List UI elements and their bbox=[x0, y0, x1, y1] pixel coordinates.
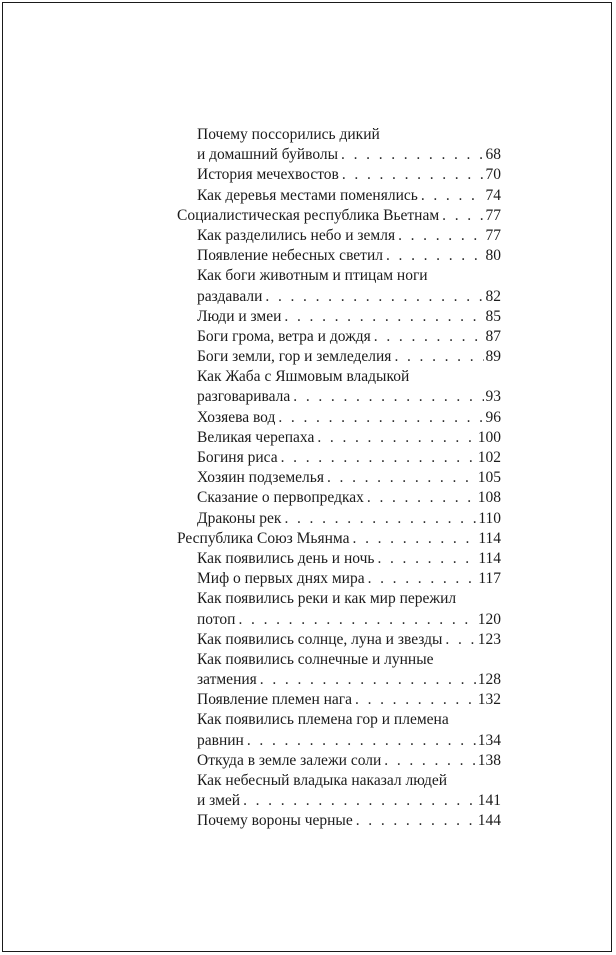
toc-page-number: 96 bbox=[485, 408, 501, 426]
toc-entry bbox=[197, 569, 501, 589]
toc-entry bbox=[197, 387, 501, 407]
dot-leader bbox=[377, 549, 476, 569]
toc-entry-title: Хозяин подземелья bbox=[197, 469, 324, 487]
dot-leader bbox=[317, 428, 475, 448]
toc-entry-title: История мечехвостов bbox=[197, 166, 339, 184]
dot-leader bbox=[374, 327, 484, 347]
toc-entry bbox=[197, 791, 501, 811]
toc-entry-title-line bbox=[197, 650, 501, 670]
dot-leader bbox=[260, 670, 476, 690]
toc-page-number: 134 bbox=[477, 731, 501, 749]
toc-page-number: 82 bbox=[485, 287, 501, 305]
toc-page-number: 77 bbox=[485, 226, 501, 244]
toc-entry-title-line bbox=[197, 125, 501, 145]
toc-entry-title-text: Как небесный владыка наказал людей bbox=[197, 772, 448, 789]
toc-page-number: 123 bbox=[477, 630, 501, 648]
dot-leader bbox=[367, 488, 476, 508]
toc-entry-title: Почему вороны черные bbox=[197, 812, 353, 830]
toc-entry-title: Как деревья местами поменялись bbox=[197, 186, 418, 204]
toc-entry-title: и змей bbox=[197, 792, 241, 810]
toc-page-number: 138 bbox=[477, 751, 501, 769]
toc-page-number: 141 bbox=[477, 792, 501, 810]
toc-entry-title-line bbox=[197, 771, 501, 791]
toc-entry bbox=[197, 226, 501, 246]
toc-page-number: 110 bbox=[478, 509, 501, 527]
toc-page-number: 114 bbox=[478, 529, 501, 547]
toc-page-number: 105 bbox=[477, 469, 501, 487]
toc-page-number: 117 bbox=[478, 570, 501, 588]
dot-leader bbox=[342, 165, 484, 185]
toc-entry bbox=[197, 690, 501, 710]
toc-entry-title: Богиня риса bbox=[197, 449, 278, 466]
toc-entry-title: Как разделились небо и земля bbox=[197, 226, 396, 244]
toc-entry-title: Республика Союз Мьянма bbox=[177, 529, 350, 547]
toc-entry-title: равнин bbox=[197, 731, 244, 749]
toc-entry-title: Боги грома, ветра и дождя bbox=[197, 327, 371, 345]
toc-page-number: 80 bbox=[485, 247, 501, 265]
toc-page-number: 85 bbox=[485, 307, 501, 325]
toc-page-number: 120 bbox=[477, 610, 501, 628]
toc-section-entry bbox=[177, 529, 501, 549]
toc-entry-title: Как появились солнце, луна и звезды bbox=[197, 630, 443, 648]
dot-leader bbox=[247, 731, 476, 751]
dot-leader bbox=[265, 287, 483, 307]
dot-leader bbox=[445, 630, 475, 650]
toc-page-number: 77 bbox=[485, 206, 501, 224]
toc-entry-title: Миф о первых днях мира bbox=[197, 570, 365, 588]
toc-entry bbox=[197, 630, 501, 650]
dot-leader bbox=[293, 387, 483, 407]
toc-page-number: 87 bbox=[485, 327, 501, 345]
toc-entry bbox=[197, 509, 501, 529]
toc-entry-title: Драконы рек bbox=[197, 509, 282, 527]
toc-entry-title-text: Почему поссорились дикий bbox=[197, 126, 380, 143]
toc-entry bbox=[197, 287, 501, 307]
toc-entry bbox=[197, 307, 501, 327]
toc-entry bbox=[197, 731, 501, 751]
toc-entry-title: Как появились день и ночь bbox=[197, 549, 375, 567]
toc-entry-title-line bbox=[197, 367, 501, 387]
toc-entry bbox=[197, 670, 501, 690]
dot-leader bbox=[327, 468, 476, 488]
toc-entry-title: раздавали bbox=[197, 287, 263, 305]
toc-entry-title: Люди и змеи bbox=[197, 307, 282, 325]
toc-section-entry bbox=[177, 206, 501, 226]
dot-leader bbox=[386, 246, 484, 266]
dot-leader bbox=[442, 206, 483, 226]
toc-entry-title: Социалистическая республика Вьетнам bbox=[177, 206, 440, 224]
toc-entry-title: Появление небесных светил bbox=[197, 247, 383, 265]
toc-entry-title: и домашний буйволы bbox=[197, 146, 339, 164]
toc-entry-title-line bbox=[197, 710, 501, 730]
toc-page-number: 108 bbox=[477, 489, 501, 507]
toc-page-number: 89 bbox=[485, 348, 501, 366]
toc-entry-title-text: Как появились реки и как мир пережил bbox=[197, 590, 457, 608]
dot-leader bbox=[353, 529, 477, 549]
dot-leader bbox=[341, 145, 483, 165]
toc-page-number: 93 bbox=[485, 388, 501, 406]
toc-entry-title: Великая черепаха bbox=[197, 428, 315, 446]
toc-entry bbox=[197, 549, 501, 569]
toc-entry bbox=[197, 145, 501, 165]
toc-entry-title-text: Как боги животным и птицам ноги bbox=[197, 267, 428, 285]
toc-entry-title-text: Как Жаба с Яшмовым владыкой bbox=[197, 368, 410, 386]
toc-page-number: 128 bbox=[477, 671, 501, 689]
toc-entry-title: разговаривала bbox=[197, 388, 291, 406]
toc-entry-title: Хозяева вод bbox=[197, 408, 276, 426]
toc-entry bbox=[197, 488, 501, 508]
dot-leader bbox=[238, 610, 475, 630]
dot-leader bbox=[421, 186, 484, 206]
toc-entry bbox=[197, 246, 501, 266]
toc-entry-title: Откуда в земле залежи соли bbox=[197, 751, 382, 769]
toc-page-number: 144 bbox=[477, 812, 501, 830]
toc-entry bbox=[197, 428, 501, 448]
toc-entry-title-text: Как появились племена гор и племена bbox=[197, 711, 449, 729]
toc-page-number: 114 bbox=[478, 549, 501, 567]
dot-leader bbox=[394, 347, 483, 367]
toc-entry-title: потоп bbox=[197, 610, 236, 628]
toc-entry-title: Появление племен нага bbox=[197, 691, 353, 709]
dot-leader bbox=[384, 751, 475, 771]
dot-leader bbox=[284, 307, 483, 327]
toc-page-number: 74 bbox=[485, 186, 501, 204]
toc-entry bbox=[197, 186, 501, 206]
toc-entry-title-line bbox=[197, 266, 501, 286]
table-of-contents bbox=[177, 125, 501, 832]
toc-entry bbox=[197, 408, 501, 428]
toc-entry-title: Сказание о первопредках bbox=[197, 489, 364, 507]
toc-entry bbox=[197, 327, 501, 347]
toc-page-number: 100 bbox=[477, 428, 501, 446]
toc-entry bbox=[197, 610, 501, 630]
dot-leader bbox=[368, 569, 477, 589]
dot-leader bbox=[278, 408, 483, 428]
dot-leader bbox=[356, 811, 476, 831]
toc-entry bbox=[197, 468, 501, 488]
dot-leader bbox=[243, 791, 476, 811]
toc-page-number: 132 bbox=[477, 691, 501, 709]
toc-entry bbox=[197, 811, 501, 831]
toc-page-number: 102 bbox=[477, 449, 501, 466]
toc-entry-title: Боги земли, гор и земледелия bbox=[197, 348, 392, 366]
dot-leader bbox=[355, 690, 476, 710]
toc-entry bbox=[197, 751, 501, 771]
page-frame bbox=[2, 2, 612, 952]
dot-leader bbox=[398, 226, 483, 246]
dot-leader bbox=[281, 448, 476, 468]
toc-entry-title: затмения bbox=[197, 671, 257, 689]
toc-page-number: 70 bbox=[485, 166, 501, 184]
toc-entry bbox=[197, 448, 501, 468]
toc-entry bbox=[197, 347, 501, 367]
dot-leader bbox=[284, 509, 476, 529]
toc-entry bbox=[197, 165, 501, 185]
toc-entry-title-line bbox=[197, 589, 501, 609]
toc-entry-title-text: Как появились солнечные и лунные bbox=[197, 650, 434, 668]
toc-page-number: 68 bbox=[485, 146, 501, 164]
